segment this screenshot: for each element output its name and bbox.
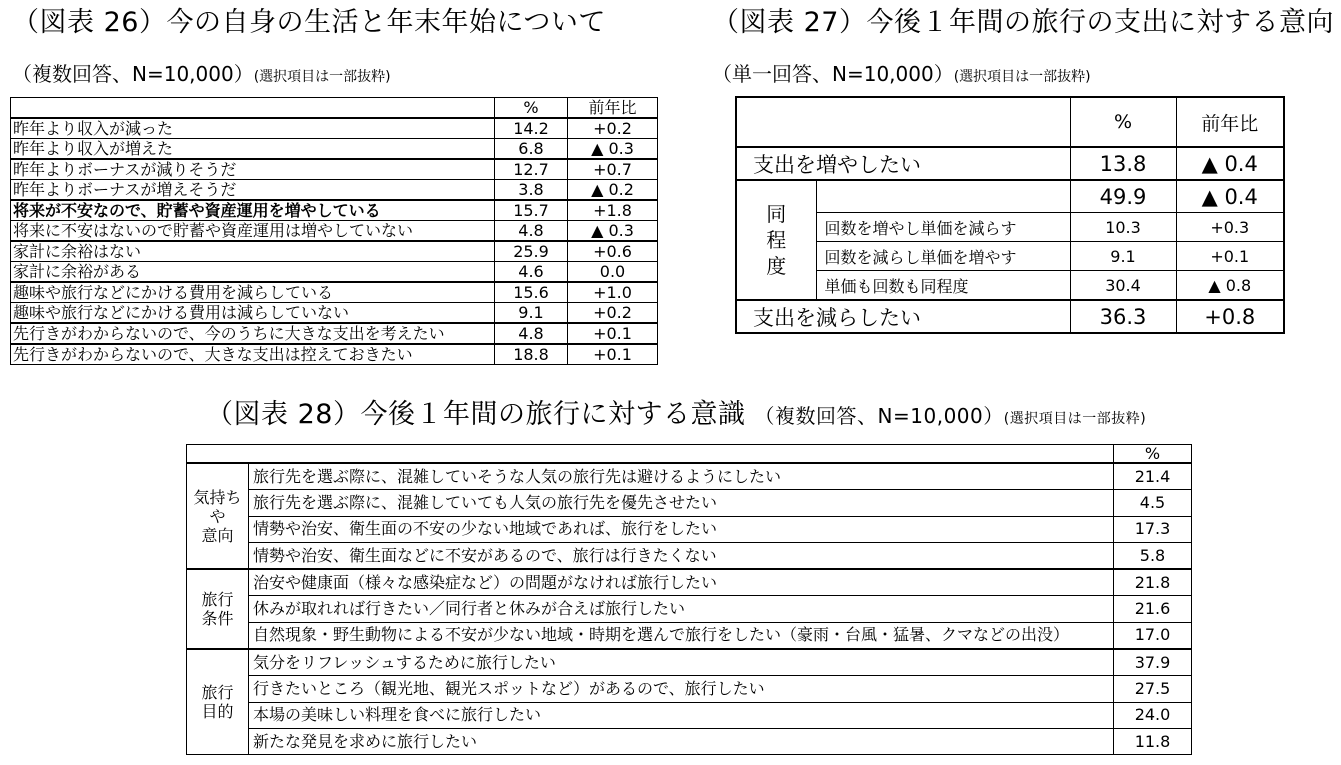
table28-group-label [187,649,249,755]
table27-same-yoy: ▲ 0.4 [1176,180,1284,213]
table26-row-pct: 18.8 [495,344,568,365]
table27-sub-pct: 30.4 [1070,271,1176,301]
table26-header-yoy: 前年比 [568,98,658,119]
table27-row-same-sub [736,271,1284,301]
table28-group-label-line: 旅行 [201,683,234,703]
table28-row-pct: 17.0 [1114,622,1192,649]
table26-row-label: 趣味や旅行などにかける費用は減らしていない [11,303,495,324]
table26-row-yoy: ▲ 0.2 [568,180,658,201]
table28-row-pct: 5.8 [1114,542,1192,569]
table26-row-pct: 14.2 [495,118,568,139]
table26-header-row [11,98,658,119]
table27-increase-yoy: ▲ 0.4 [1176,147,1284,180]
table27-header-yoy: 前年比 [1176,97,1284,147]
table26-row-label: 趣味や旅行などにかける費用を減らしている [11,282,495,303]
table28-row [187,702,1192,728]
table26-row [11,200,658,221]
table28-row-pct: 21.4 [1114,463,1192,490]
table28-row-pct: 37.9 [1114,649,1192,676]
table27-sub-label: 回数を減らし単価を増やす [816,242,1070,271]
table26-row [11,221,658,242]
table27-sub-label: 単価も回数も同程度 [816,271,1070,301]
table26-row-yoy: +0.7 [568,159,658,180]
table28-title [206,398,1146,436]
table26-row-pct: 15.7 [495,200,568,221]
table26-row-label: 昨年よりボーナスが増えそうだ [11,180,495,201]
table26-subtitle [12,61,391,90]
table27-decrease-pct: 36.3 [1070,300,1176,333]
table27-header-pct: % [1070,97,1176,147]
table27-decrease-label: 支出を減らしたい [736,300,1070,333]
table26-row-pct: 15.6 [495,282,568,303]
table28-row-text: 自然現象・野生動物による不安が少ない地域・時期を選んで旅行をしたい（豪雨・台風・猛暑、クマなどの出没） [249,622,1114,649]
table28-row-pct: 27.5 [1114,676,1192,702]
table27-row-increase [736,147,1284,180]
table26-row-pct: 6.8 [495,139,568,160]
table28-row [187,516,1192,542]
table27-sub-yoy: +0.1 [1176,242,1284,271]
table27-increase-label: 支出を増やしたい [736,147,1070,180]
table26-row [11,118,658,139]
table28-group-label-line: や [209,506,226,526]
table26-row-yoy: +0.1 [568,344,658,365]
table26-row [11,139,658,160]
table27-same-label-char: 度 [766,254,787,278]
table26-title: （図表 26）今の自身の生活と年末年始について [12,7,606,38]
table26-row-label: 昨年より収入が増えた [11,139,495,160]
table27-same-blank [816,180,1070,213]
table27-row-decrease [736,300,1284,333]
table26-row [11,262,658,283]
table27-subtitle [712,61,1091,90]
table26-header-pct: % [495,98,568,119]
table26-header-blank [11,98,495,119]
table26-row-pct: 3.8 [495,180,568,201]
table26-subtitle-main: （複数回答、N=10,000） [12,62,254,86]
table28-title-main: （図表 28）今後１年間の旅行に対する意識 [206,399,746,430]
table28-row [187,463,1192,490]
table28-row-text: 旅行先を選ぶ際に、混雑していそうな人気の旅行先は避けるようにしたい [249,463,1114,490]
table28-row-text: 情勢や治安、衛生面の不安の少ない地域であれば、旅行をしたい [249,516,1114,542]
table28-row-text: 本場の美味しい料理を食べに旅行したい [249,702,1114,728]
table26-row-yoy: +1.0 [568,282,658,303]
table26-row-label: 先行きがわからないので、今のうちに大きな支出を考えたい [11,323,495,344]
table26-row-yoy: ▲ 0.3 [568,221,658,242]
table28-row-pct: 11.8 [1114,728,1192,754]
table27-same-label [736,180,816,300]
table27-header-blank [736,97,1070,147]
table28-row [187,622,1192,649]
table26-row-pct: 4.6 [495,262,568,283]
table28-group-label [187,569,249,649]
table28-group-label-line: 条件 [201,609,234,629]
table26-row-yoy: +1.8 [568,200,658,221]
table26-row-yoy: 0.0 [568,262,658,283]
table28-row [187,569,1192,596]
table26-row [11,282,658,303]
table26-row-pct: 4.8 [495,323,568,344]
table28-row-text: 新たな発見を求めに旅行したい [249,728,1114,754]
table27-row-same-sub [736,213,1284,242]
table28-row-text: 情勢や治安、衛生面などに不安があるので、旅行は行きたくない [249,542,1114,569]
table27-sub-label: 回数を増やし単価を減らす [816,213,1070,242]
table26-row [11,180,658,201]
table27-header-row [736,97,1284,147]
table28-row [187,728,1192,754]
table28-header-pct: % [1114,445,1192,464]
table27-subtitle-main: （単一回答、N=10,000） [712,62,954,86]
table28-row-text: 治安や健康面（様々な感染症など）の問題がなければ旅行したい [249,569,1114,596]
table28-row-pct: 17.3 [1114,516,1192,542]
table28-subtitle-note: (選択項目は一部抜粋) [1003,411,1147,427]
table28-row [187,490,1192,516]
table26-row-yoy: +0.1 [568,323,658,344]
table26-row-pct: 9.1 [495,303,568,324]
table28-group-label-line: 旅行 [201,590,234,610]
table26-row-label: 将来に不安はないので貯蓄や資産運用は増やしていない [11,221,495,242]
table26-row [11,241,658,262]
table27-sub-yoy: +0.3 [1176,213,1284,242]
table28-row [187,676,1192,702]
table26-row-pct: 25.9 [495,241,568,262]
table26-row-yoy: ▲ 0.3 [568,139,658,160]
table28-row-pct: 24.0 [1114,702,1192,728]
table28-row-text: 休みが取れれば行きたい／同行者と休みが合えば旅行したい [249,596,1114,622]
table28-row [187,596,1192,622]
table27-sub-pct: 10.3 [1070,213,1176,242]
table28-header-blank [187,445,1114,464]
table27-same-label-char: 程 [766,228,787,252]
table28-row [187,649,1192,676]
table26-row [11,344,658,365]
table26-row [11,159,658,180]
table27-title: （図表 27）今後１年間の旅行の支出に対する意向 [712,7,1334,38]
table28-row-text: 気分をリフレッシュするために旅行したい [249,649,1114,676]
table26-row-yoy: +0.2 [568,303,658,324]
table26-row-label: 昨年よりボーナスが減りそうだ [11,159,495,180]
table28-header-row [187,445,1192,464]
table27-sub-yoy: ▲ 0.8 [1176,271,1284,301]
table26-row-pct: 12.7 [495,159,568,180]
table27-decrease-yoy: +0.8 [1176,300,1284,333]
table27-row-same-sub [736,242,1284,271]
table26-row-label: 将来が不安なので、貯蓄や資産運用を増やしている [11,200,495,221]
table26-row-label: 家計に余裕はない [11,241,495,262]
table26-row-label: 先行きがわからないので、大きな支出は控えておきたい [11,344,495,365]
table26-row-pct: 4.8 [495,221,568,242]
table27-increase-pct: 13.8 [1070,147,1176,180]
table26-row [11,303,658,324]
table28-row-text: 旅行先を選ぶ際に、混雑していても人気の旅行先を優先させたい [249,490,1114,516]
table28-subtitle: （複数回答、N=10,000） [754,404,1004,428]
table26 [10,97,658,365]
table26-row [11,323,658,344]
table28-group-label-line: 目的 [201,702,234,722]
table26-subtitle-note: (選択項目は一部抜粋) [253,69,391,85]
table28-row-pct: 21.8 [1114,569,1192,596]
table26-row-label: 家計に余裕がある [11,262,495,283]
table28-row-pct: 21.6 [1114,596,1192,622]
table26-row-yoy: +0.2 [568,118,658,139]
table28-group-label [187,463,249,569]
table28-row-pct: 4.5 [1114,490,1192,516]
table27-same-pct: 49.9 [1070,180,1176,213]
table26-row-label: 昨年より収入が減った [11,118,495,139]
table28-group-label-line: 気持ち [193,487,242,507]
table28-row-text: 行きたいところ（観光地、観光スポットなど）があるので、旅行したい [249,676,1114,702]
table28-group-label-line: 意向 [201,525,234,545]
table27-sub-pct: 9.1 [1070,242,1176,271]
table27-row-same [736,180,1284,213]
table27 [735,96,1285,334]
table27-same-label-char: 同 [766,202,787,226]
table28 [186,444,1192,755]
table28-row [187,542,1192,569]
table26-row-yoy: +0.6 [568,241,658,262]
table27-subtitle-note: (選択項目は一部抜粋) [953,69,1091,85]
